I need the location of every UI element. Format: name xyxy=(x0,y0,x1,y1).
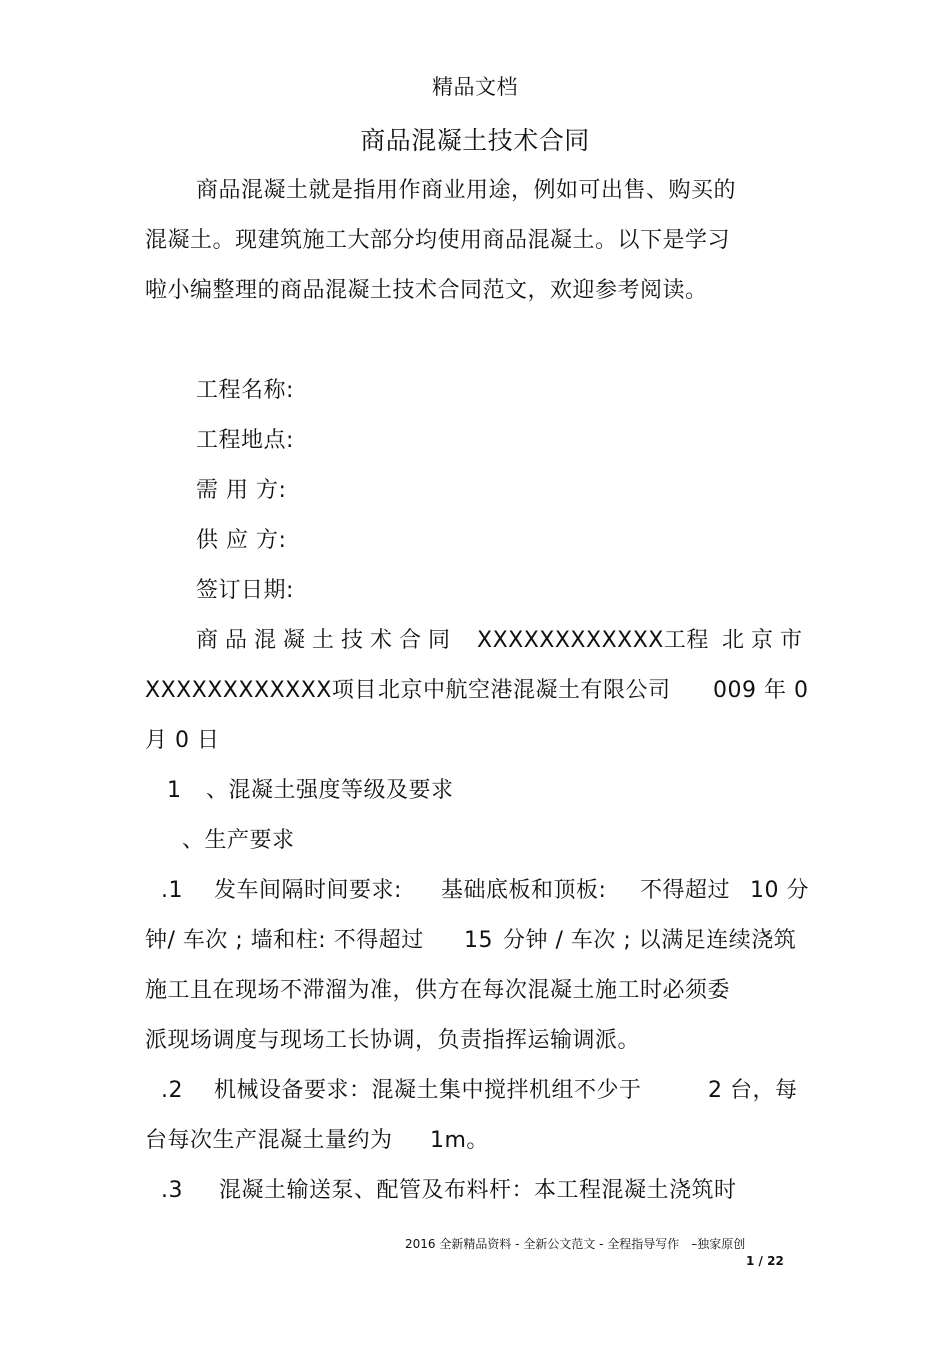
item-1-number: .1 xyxy=(161,878,183,903)
item-3-number: .3 xyxy=(161,1178,183,1203)
item-2-volume: 1m。 xyxy=(430,1128,489,1153)
field-project-location: 工程地点: xyxy=(196,428,294,453)
subsection-title: 、生产要求 xyxy=(182,828,295,853)
field-supply-party: 供 应 方: xyxy=(196,528,287,553)
item-1-label: 发车间隔时间要求: xyxy=(214,878,402,903)
page-number: 1 / 22 xyxy=(746,1254,784,1268)
field-sign-date: 签订日期: xyxy=(196,578,294,603)
fill-date-year: 009 年 0 xyxy=(713,678,809,703)
item-3-line-1: 混凝土输送泵、配管及布料杆：本工程混凝土浇筑时 xyxy=(219,1178,737,1203)
fill-contract-name: 商品混凝土技术合同 xyxy=(196,628,458,653)
section-1-number: 1 xyxy=(167,778,182,803)
item-1-minutes-a: 10 分 xyxy=(750,878,809,903)
item-2-number: .2 xyxy=(161,1078,183,1103)
intro-line-3: 啦小编整理的商品混凝土技术合同范文，欢迎参考阅读。 xyxy=(145,278,708,303)
fill-date-month-day: 月 0 日 xyxy=(145,728,220,753)
item-2-label: 机械设备要求：混凝土集中搅拌机组不少于 xyxy=(214,1078,642,1103)
document-title: 商品混凝土技术合同 xyxy=(360,126,590,155)
footer-text: 2016 全新精品资料 - 全新公文范文 - 全程指导写作 –独家原创 xyxy=(405,1237,746,1251)
item-1-minutes-b: 15 xyxy=(464,928,493,953)
item-1-line-3: 施工且在现场不滞溜为准，供方在每次混凝土施工时必须委 xyxy=(145,978,731,1003)
section-1-title: 、混凝土强度等级及要求 xyxy=(206,778,454,803)
intro-line-2: 混凝土。现建筑施工大部分均使用商品混凝土。以下是学习 xyxy=(145,228,731,253)
item-1-line-2c: 分钟 / 车次 ; 以满足连续浇筑 xyxy=(503,928,797,953)
item-1-line-2a: 钟/ 车次 ; 墙和柱: 不得超过 xyxy=(145,928,424,953)
item-1-line-4: 派现场调度与现场工长协调，负责指挥运输调派。 xyxy=(145,1028,641,1053)
fill-project-name: XXXXXXXXXXXX工程 xyxy=(477,628,709,653)
fill-city: 北京市 xyxy=(722,628,810,653)
field-demand-party: 需 用 方: xyxy=(196,478,287,503)
field-project-name: 工程名称: xyxy=(196,378,294,403)
fill-supplier-name: 北京中航空港混凝土有限公司 xyxy=(378,678,671,703)
item-1-base-label: 基础底板和顶板: xyxy=(441,878,607,903)
fill-project-code: XXXXXXXXXXXX项目 xyxy=(145,678,377,703)
item-1-limit-label: 不得超过 xyxy=(640,878,731,903)
item-2-count: 2 台，每 xyxy=(708,1078,798,1103)
intro-line-1: 商品混凝土就是指用作商业用途，例如可出售、购买的 xyxy=(196,178,737,203)
document-header: 精品文档 xyxy=(432,75,518,99)
item-2-line-2: 台每次生产混凝土量约为 xyxy=(145,1128,393,1153)
